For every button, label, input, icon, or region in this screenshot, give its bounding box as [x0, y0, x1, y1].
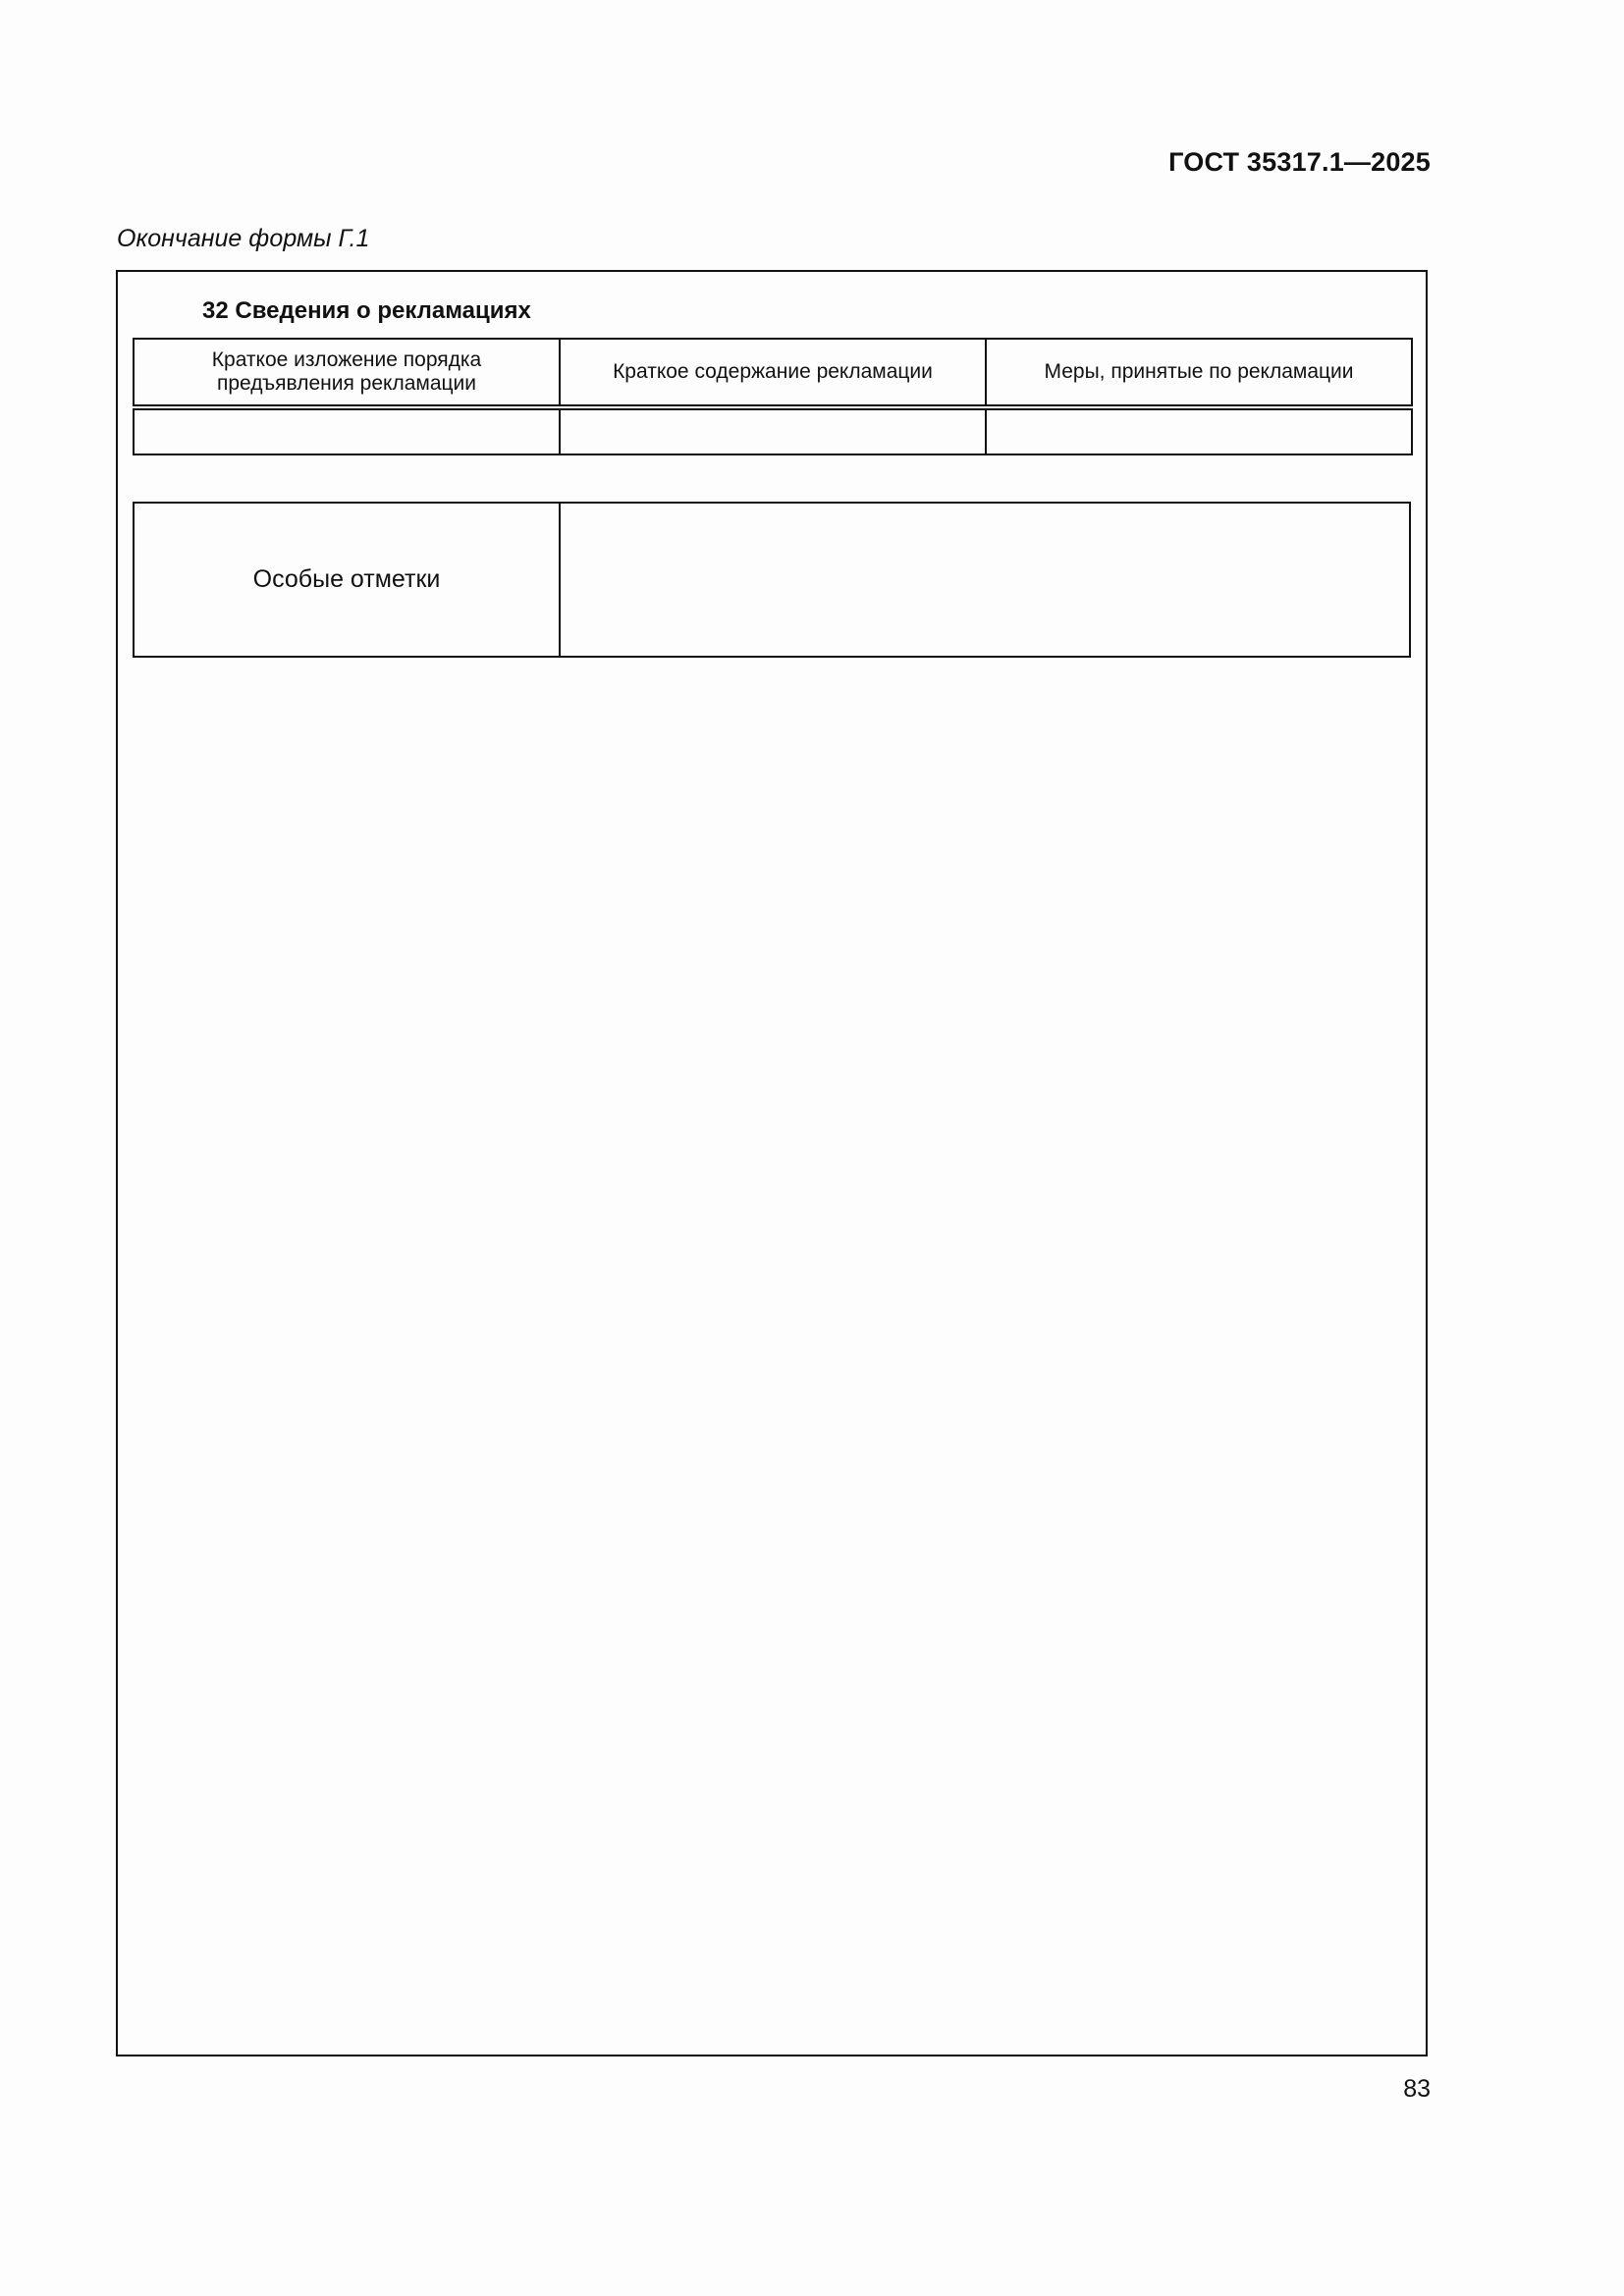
special-notes-row [134, 503, 1410, 657]
special-notes-table [133, 502, 1411, 658]
page-number: 83 [1403, 2075, 1431, 2103]
table-cell-claim-content [560, 407, 986, 454]
table-cell-claim-measures [986, 407, 1412, 454]
column-header-claim-measures: Меры, принятые по рекламации [986, 339, 1412, 407]
table-row [134, 407, 1412, 454]
column-header-claim-procedure: Краткое изложение порядка предъявления рекламации [134, 339, 560, 407]
special-notes-label: Особые отметки [134, 503, 560, 657]
claims-table [133, 338, 1413, 455]
claims-table-header-row [134, 339, 1412, 407]
column-header-claim-content: Краткое содержание рекламации [560, 339, 986, 407]
section-title: 32 Сведения о рекламациях [202, 297, 531, 324]
document-code: ГОСТ 35317.1—2025 [1168, 147, 1431, 177]
form-caption: Окончание формы Г.1 [117, 225, 370, 252]
table-cell-claim-procedure [134, 407, 560, 454]
special-notes-field [560, 503, 1410, 657]
